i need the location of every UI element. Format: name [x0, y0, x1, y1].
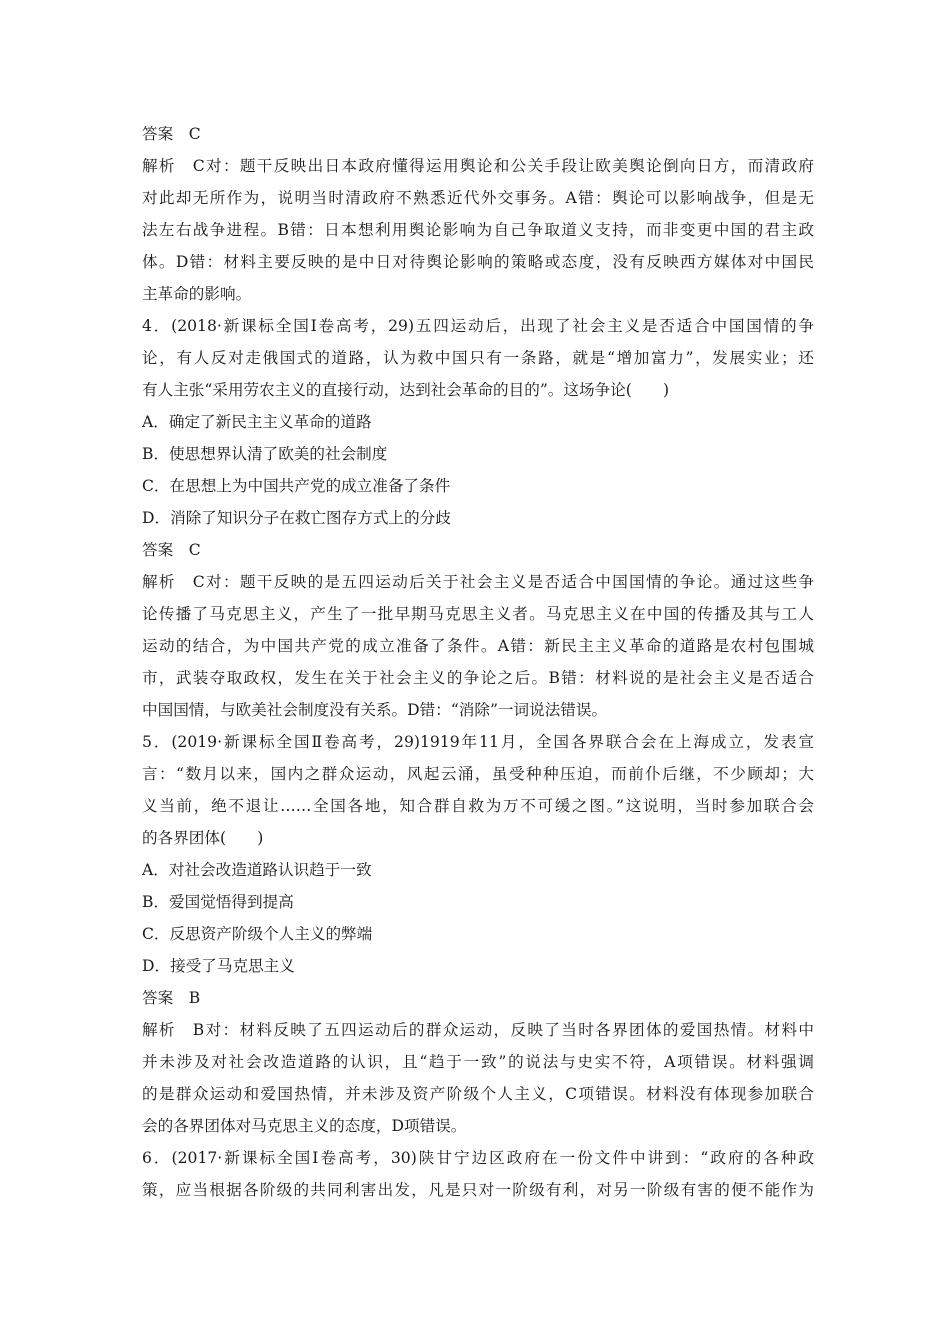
analysis-text: 运动的结合，为中国共产党的成立准备了条件。A错：新民主主义革命的道路是农村包围城: [142, 637, 814, 655]
analysis-text: 解析 C对：题干反映出日本政府懂得运用舆论和公关手段让欧美舆论倒向日方，而清政府: [142, 157, 814, 175]
analysis-text: 的是群众运动和爱国热情，并未涉及资产阶级个人主义，C项错误。材料没有体现参加联合: [142, 1085, 814, 1103]
question-stem: 言：“数月以来，国内之群众运动，风起云涌，虽受种种压迫，而前仆后继，不少顾却；大: [142, 765, 814, 783]
question-stem: 义当前，绝不退让……全国各地，知合群自救为万不可缓之图。”这说明，当时参加联合会: [142, 797, 814, 815]
option-c: C．在思想上为中国共产党的成立准备了条件: [142, 477, 451, 495]
analysis-text: 主革命的影响。: [142, 285, 252, 303]
question-stem: 有人主张“采用劳农主义的直接行动，达到社会革命的目的”。这场争论( ): [142, 381, 670, 399]
option-b: B．爱国觉悟得到提高: [142, 893, 294, 911]
option-d: D．消除了知识分子在救亡图存方式上的分歧: [142, 509, 451, 527]
answer-label: 答案 C: [142, 125, 201, 143]
analysis-text: 解析 B对：材料反映了五四运动后的群众运动，反映了当时各界团体的爱国热情。材料中: [142, 1021, 814, 1039]
option-a: A．对社会改造道路认识趋于一致: [142, 861, 372, 879]
analysis-text: 对此却无所作为，说明当时清政府不熟悉近代外交事务。A错：舆论可以影响战争，但是无: [142, 189, 814, 207]
answer-label: 答案 B: [142, 989, 201, 1007]
question-stem: 5．(2019·新课标全国Ⅱ卷高考，29)1919年11月，全国各界联合会在上海成立，发表宣: [142, 733, 814, 751]
document-page: [142, 118, 814, 1206]
analysis-text: 论传播了马克思主义，产生了一批早期马克思主义者。马克思主义在中国的传播及其与工人: [142, 605, 814, 623]
question-stem: 6．(2017·新课标全国Ⅰ卷高考，30)陕甘宁边区政府在一份文件中讲到：“政府的各种政: [142, 1149, 814, 1167]
analysis-text: 中国国情，与欧美社会制度没有关系。D错：“消除”一词说法错误。: [142, 701, 608, 719]
analysis-text: 解析 C对：题干反映的是五四运动后关于社会主义是否适合中国国情的争论。通过这些争: [142, 573, 814, 591]
analysis-text: 法左右战争进程。B错：日本想利用舆论影响为自己争取道义支持，而非变更中国的君主政: [142, 221, 814, 239]
question-stem: 论，有人反对走俄国式的道路，认为救中国只有一条路，就是“增加富力”，发展实业；还: [142, 349, 814, 367]
option-c: C．反思资产阶级个人主义的弊端: [142, 925, 373, 943]
question-stem: 的各界团体( ): [142, 829, 264, 847]
analysis-text: 会的各界团体对马克思主义的态度，D项错误。: [142, 1117, 467, 1135]
question-stem: 4．(2018·新课标全国Ⅰ卷高考，29)五四运动后，出现了社会主义是否适合中国国情的争: [142, 317, 814, 335]
analysis-text: 体。D错：材料主要反映的是中日对待舆论影响的策略或态度，没有反映西方媒体对中国民: [142, 253, 814, 271]
analysis-text: 并未涉及对社会改造道路的认识，且“趋于一致”的说法与史实不符，A项错误。材料强调: [142, 1053, 814, 1071]
option-d: D．接受了马克思主义: [142, 957, 295, 975]
option-b: B．使思想界认清了欧美的社会制度: [142, 445, 388, 463]
question-stem: 策，应当根据各阶级的共同利害出发，凡是只对一阶级有利，对另一阶级有害的便不能作为: [142, 1181, 814, 1199]
answer-label: 答案 C: [142, 541, 201, 559]
option-a: A．确定了新民主主义革命的道路: [142, 413, 372, 431]
analysis-text: 市，武装夺取政权，发生在关于社会主义的争论之后。B错：材料说的是社会主义是否适合: [142, 669, 814, 687]
